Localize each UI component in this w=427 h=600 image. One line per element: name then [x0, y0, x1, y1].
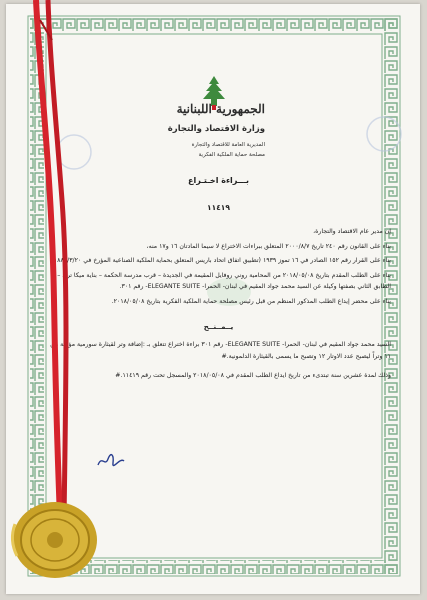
- republic-name: الجمهورية اللبنانية: [176, 102, 265, 116]
- letterhead: [46, 66, 391, 174]
- signature-mark: [96, 453, 126, 469]
- preamble-paragraph: بناء على محضر إيداع الطلب المذكور المنظم من قبل رئيس مصلحة حماية الملكية الفكرية بتاريخ ٢٠١٨/٠٥/٠٨.: [111, 297, 391, 305]
- decision-heading: يــمــنــح: [203, 323, 234, 331]
- department-name: مصلحة حماية الملكية الفكرية: [198, 152, 265, 158]
- preamble-paragraph: بناء على القرار رقم ١٥٢ الصادر في ١٦ تموز ١٩٣٩ (تطبيق اتفاق اتحاد باريس المتعلق بحماية الملكية الصناعية المؤرخ في ١٨٨٣/٣/٢٠)،: [49, 257, 391, 264]
- preamble-paragraph: بناء على القانون رقم ٢٤٠ تاريخ ٢٠٠٠/٨/٧ المتعلق ببراءات الاختراع لا سيما المادتان ١٦ و١٧ منه،: [146, 242, 391, 250]
- preamble-paragraph: بناء على الطلب المقدم بتاريخ ٢٠١٨/٠٥/٠٨ من المحامية روني روفايل المقيمة في الجديدة – قرب مدرسة الحكمة – بناية ميكا تراد – الطابق الثاني بصفتها وكيلة عن السيد محمد جواد المقيم في لبنان- الحمرا- ELEGANTE SUITE- رقم ٣٠١.: [57, 271, 391, 290]
- gold-wax-seal-icon: [5, 494, 101, 584]
- document-number: ١١٤١٩: [207, 203, 230, 212]
- preamble: [46, 226, 391, 307]
- certificate-content: [46, 66, 391, 385]
- ministry-name: وزارة الاقتصاد والتجارة: [167, 124, 265, 134]
- validity-text: وذلك لمدة عشرين سنة تبتدىء من تاريخ ايداع الطلب المقدم في ٢٠١٨/٠٥/٠٨ والمسجل تحت رقم ١١٤١٩.#: [115, 372, 391, 379]
- document-title: بـــراءة اخـتـراع: [188, 176, 249, 185]
- preamble-paragraph: إن مدير عام الاقتصاد والتجارة،: [313, 228, 391, 235]
- directorate-name: المديرية العامة للاقتصاد والتجارة: [191, 142, 265, 148]
- grant-text: السيد محمد جواد المقيم في لبنان- الحمرا- ELEGANTE SUITE- رقم ٣٠١ براءة اختراع تتعلق بـ :إضافة وتر لقيثارة سورمية مؤلفة من ١١ وتراً ليصبح عدد الاوتار ١٢ وتصبح ما يسمى بالقيثارة الدلمونية.#: [50, 341, 391, 360]
